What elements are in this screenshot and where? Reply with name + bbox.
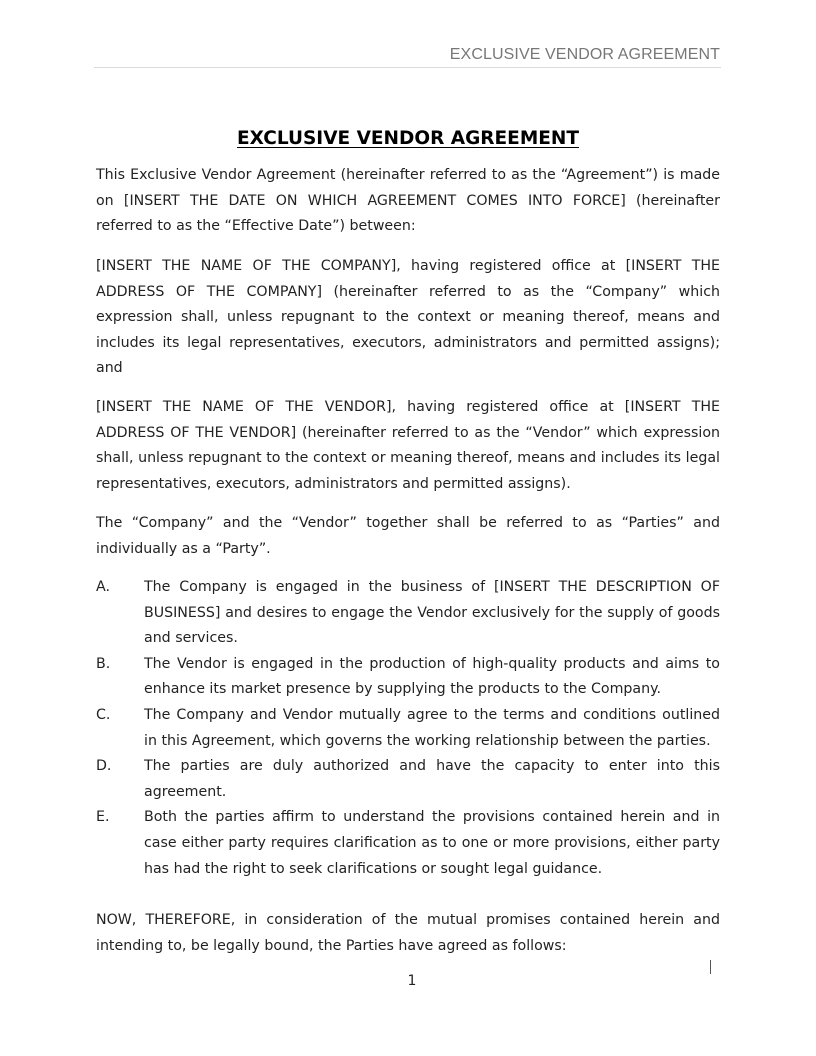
parties-definition-paragraph: The “Company” and the “Vendor” together shall be referred to as “Parties” and individually as a “Party”.: [96, 515, 720, 557]
recital-letter: D.: [96, 758, 112, 775]
company-party-paragraph: [INSERT THE NAME OF THE COMPANY], having registered office at [INSERT THE ADDRESS OF THE COMPANY] (hereinafter referred to as the “Company” which expression shall, unless repugnant to the context or meaning thereof, means and includes its legal representatives, executors, administrators and permitted assigns); and: [96, 258, 720, 377]
intro-paragraph: This Exclusive Vendor Agreement (hereinafter referred to as the “Agreement”) is made on [INSERT THE DATE ON WHICH AGREEMENT COMES INTO FORCE] (hereinafter referred to as the “Effective Date”) between:: [96, 167, 720, 235]
text-cursor: [710, 960, 711, 974]
recital-text: Both the parties affirm to understand the provisions contained herein and in case either party requires clarification as to one or more provisions, either party has had the right to seek clarifications or sought legal guidance.: [144, 809, 720, 877]
recital-text: The Company is engaged in the business of [INSERT THE DESCRIPTION OF BUSINESS] and desires to engage the Vendor exclusively for the supply of goods and services.: [144, 579, 720, 647]
recital-text: The Company and Vendor mutually agree to the terms and conditions outlined in this Agreement, which governs the working relationship between the parties.: [144, 706, 720, 749]
document-title: EXCLUSIVE VENDOR AGREEMENT: [237, 128, 579, 149]
recital-letter: B.: [96, 655, 111, 672]
recital-letter: E.: [96, 809, 110, 826]
header-divider: [94, 67, 721, 68]
recital-item: [96, 652, 720, 703]
recital-letter: C.: [96, 706, 111, 723]
now-therefore-paragraph: NOW, THEREFORE, in consideration of the mutual promises contained herein and intending to, be legally bound, the Parties have agreed as follows:: [96, 912, 720, 954]
recital-text: The Vendor is engaged in the production of high-quality products and aims to enhance its market presence by supplying the products to the Company.: [144, 655, 720, 698]
recital-letter: A.: [96, 579, 110, 595]
recital-item: [96, 703, 720, 754]
page-number: 1: [407, 973, 417, 989]
recital-item: [96, 575, 720, 652]
recital-item: [96, 754, 720, 805]
vendor-party-paragraph: [INSERT THE NAME OF THE VENDOR], having registered office at [INSERT THE ADDRESS OF THE VENDOR] (hereinafter referred to as the “Vendor” which expression shall, unless repugnant to the context or meaning thereof, means and includes its legal representatives, executors, administrators and permitted assigns).: [96, 399, 720, 492]
running-header: EXCLUSIVE VENDOR AGREEMENT: [449, 46, 720, 63]
recital-item: [96, 805, 720, 882]
recital-text: The parties are duly authorized and have the capacity to enter into this agreement.: [144, 758, 720, 800]
recitals-list: [96, 575, 720, 882]
